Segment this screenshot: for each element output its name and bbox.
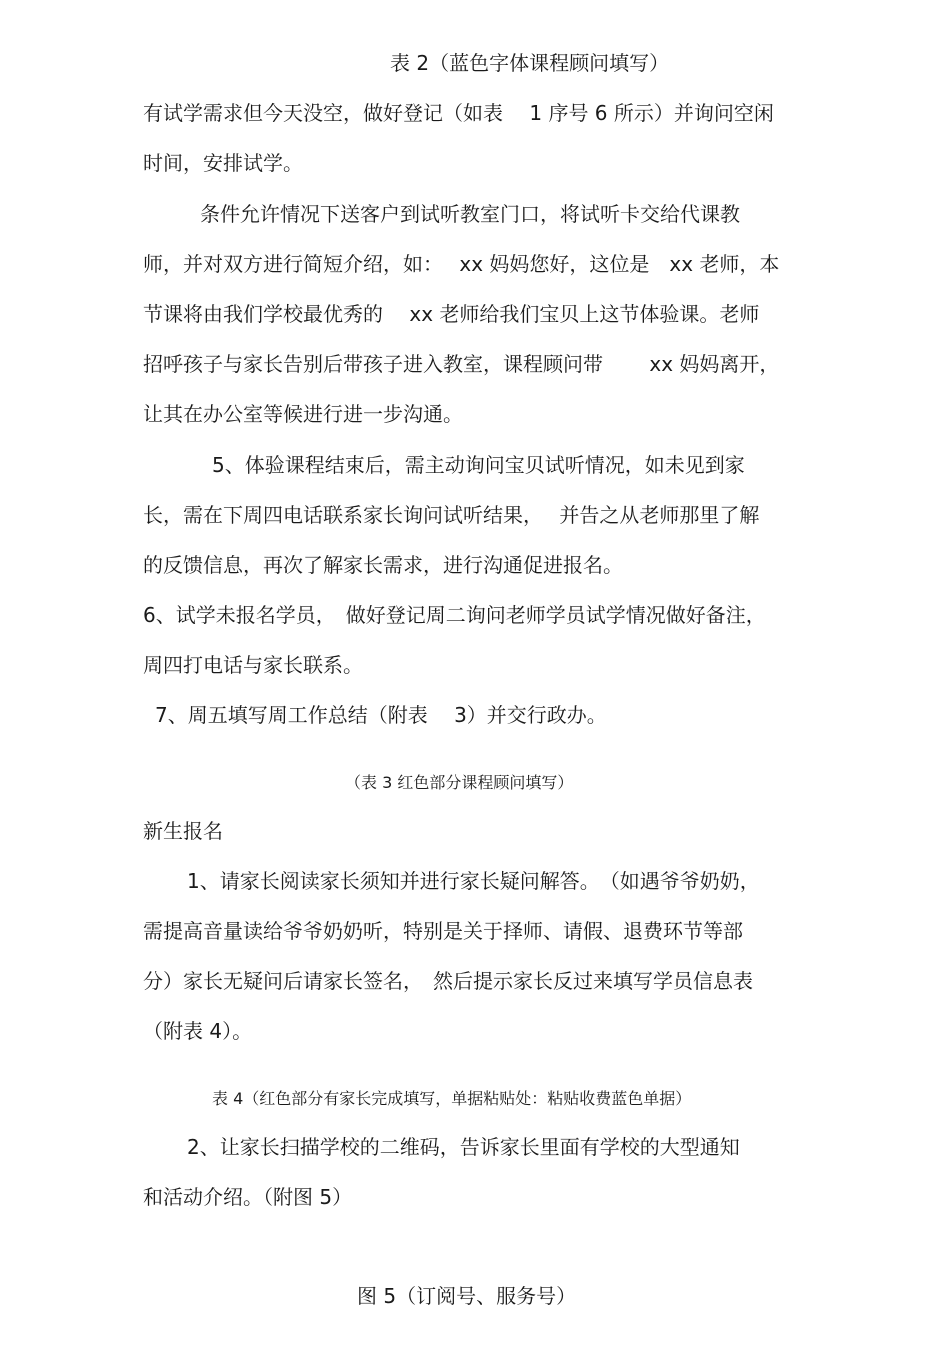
paragraph-line: 5、体验课程结束后，需主动询问宝贝试听情况，如未见到家: [212, 453, 745, 477]
figure-5-caption: 图 5（订阅号、服务号）: [357, 1284, 577, 1308]
table-2-caption: 表 2（蓝色字体课程顾问填写）: [390, 51, 670, 75]
paragraph-line: 和活动介绍。（附图 5）: [143, 1185, 353, 1209]
section-heading: 新生报名: [143, 819, 223, 843]
paragraph-line: 需提高音量读给爷爷奶奶听，特别是关于择师、请假、退费环节等部: [143, 919, 743, 943]
paragraph-line: 2、让家长扫描学校的二维码，告诉家长里面有学校的大型通知: [187, 1135, 740, 1159]
paragraph-line: 有试学需求但今天没空，做好登记（如表 1 序号 6 所示）并询问空闲: [143, 101, 774, 125]
paragraph-line: 节课将由我们学校最优秀的 xx 老师给我们宝贝上这节体验课。老师: [143, 302, 760, 326]
paragraph-line: 的反馈信息，再次了解家长需求，进行沟通促进报名。: [143, 553, 623, 577]
paragraph-line: 1、请家长阅读家长须知并进行家长疑问解答。 （如遇爷爷奶奶，: [187, 869, 760, 893]
paragraph-line: 7、周五填写周工作总结（附表 3）并交行政办。: [155, 703, 607, 727]
paragraph-line: 招呼孩子与家长告别后带孩子进入教室，课程顾问带 xx 妈妈离开，: [143, 352, 780, 376]
paragraph-line: 6、试学未报名学员， 做好登记周二询问老师学员试学情况做好备注，: [143, 603, 766, 627]
paragraph-line: 分）家长无疑问后请家长签名， 然后提示家长反过来填写学员信息表: [143, 969, 753, 993]
table-4-caption: 表 4（红色部分有家长完成填写，单据粘贴处：粘贴收费蓝色单据）: [212, 1089, 692, 1108]
paragraph-line: 周四打电话与家长联系。: [143, 653, 363, 677]
paragraph-line: 条件允许情况下送客户到试听教室门口，将试听卡交给代课教: [200, 202, 740, 226]
paragraph-line: 长，需在下周四电话联系家长询问试听结果， 并告之从老师那里了解: [143, 503, 760, 527]
paragraph-line: 师，并对双方进行简短介绍，如： xx 妈妈您好，这位是 xx 老师，本: [143, 252, 780, 276]
paragraph-line: （附表 4）。: [143, 1019, 253, 1043]
paragraph-line: 时间，安排试学。: [143, 151, 303, 175]
paragraph-line: 让其在办公室等候进行进一步沟通。: [143, 402, 463, 426]
table-3-caption: （表 3 红色部分课程顾问填写）: [345, 773, 574, 792]
